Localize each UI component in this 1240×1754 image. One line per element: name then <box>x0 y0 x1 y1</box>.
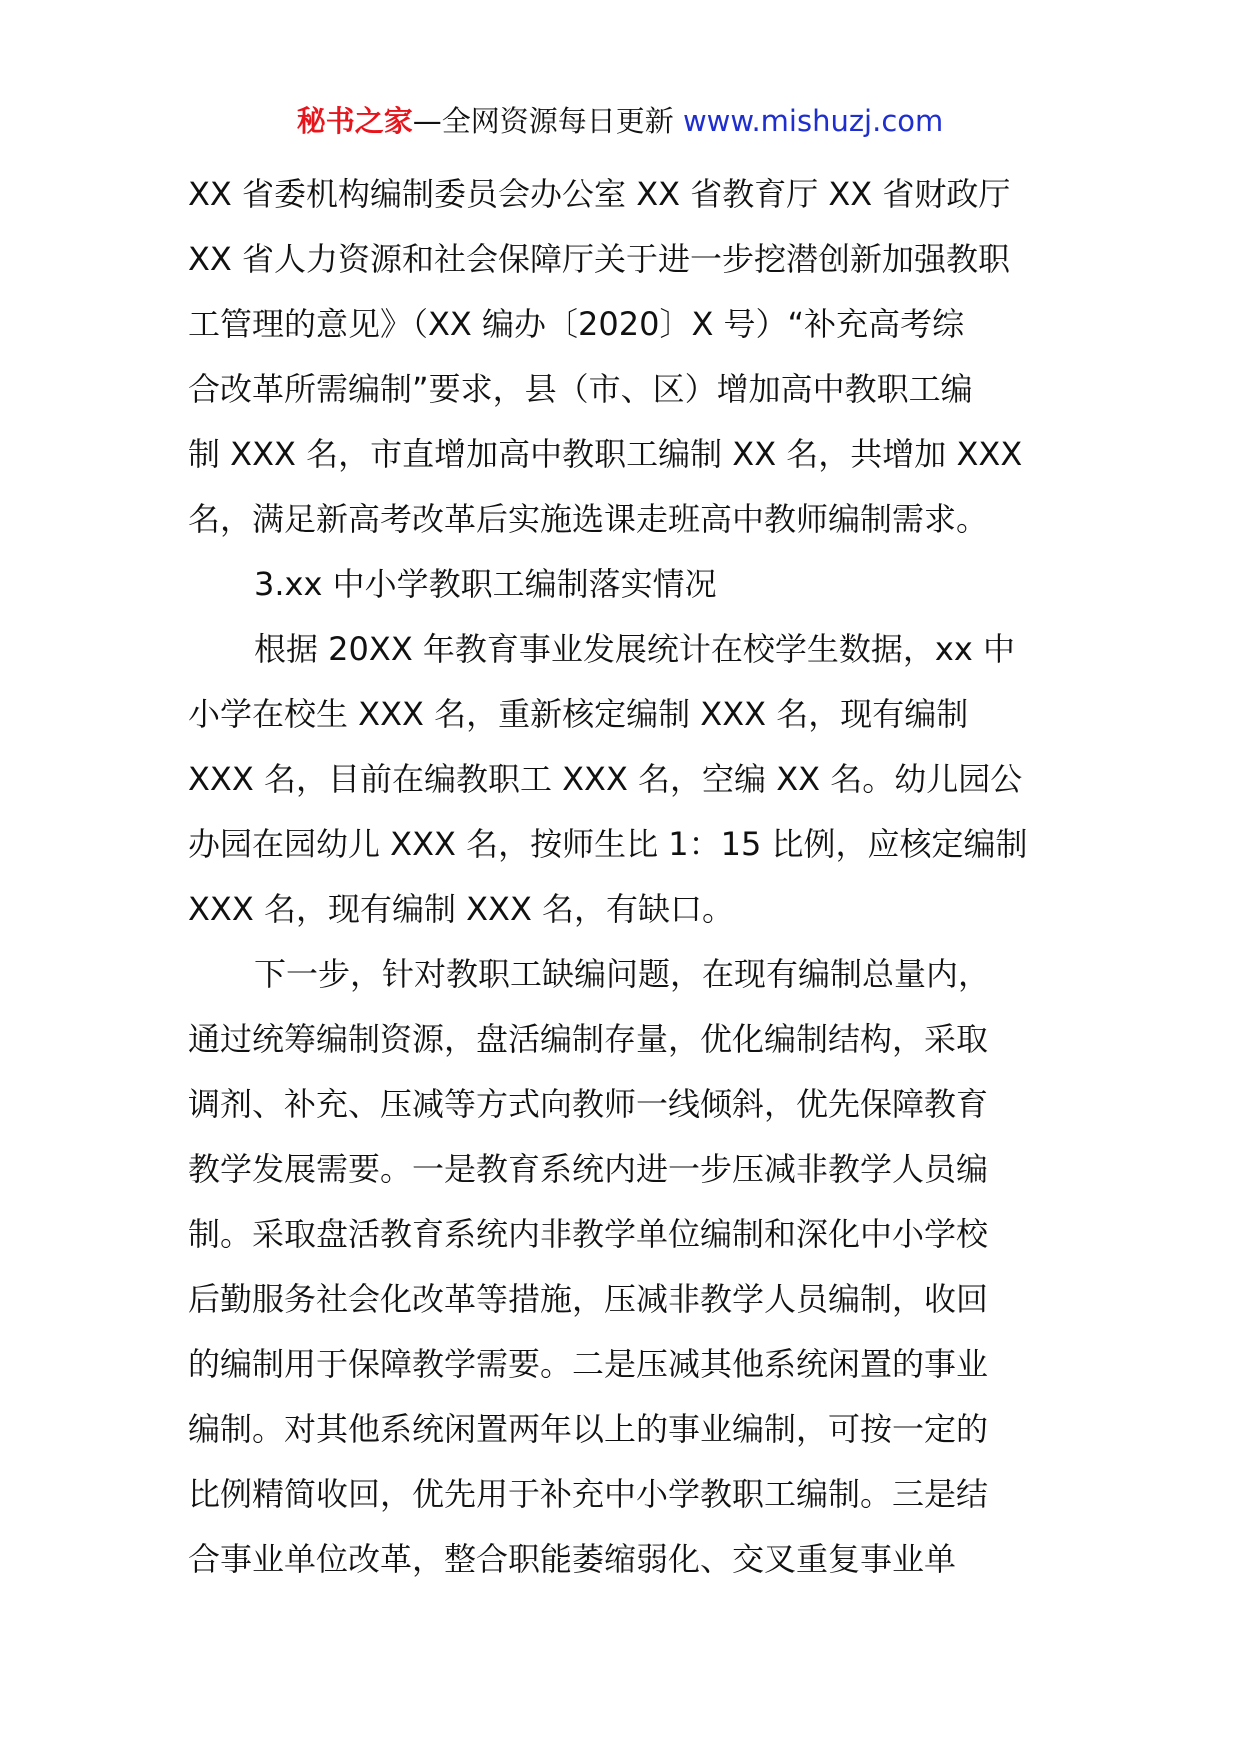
text-line: 调剂、补充、压减等方式向教师一线倾斜，优先保障教育 <box>188 1085 989 1123</box>
text-line: 编制。对其他系统闲置两年以上的事业编制，可按一定的 <box>188 1410 989 1448</box>
document-body <box>188 162 1056 1592</box>
text-line: 教学发展需要。一是教育系统内进一步压减非教学人员编 <box>188 1150 989 1188</box>
page-header <box>0 101 1240 141</box>
text-line: 工管理的意见》（XX 编办〔2020〕X 号）“补充高考综 <box>188 305 965 343</box>
text-line: XXX 名，现有编制 XXX 名，有缺口。 <box>188 890 735 928</box>
brand-name: 秘书之家 <box>296 104 413 138</box>
text-line: 3.xx 中小学教职工编制落实情况 <box>254 565 717 603</box>
text-line: 名，满足新高考改革后实施选课走班高中教师编制需求。 <box>188 500 989 538</box>
text-line: 合事业单位改革，整合职能萎缩弱化、交叉重复事业单 <box>188 1540 957 1578</box>
text-line: 根据 20XX 年教育事业发展统计在校学生数据，xx 中 <box>254 630 1015 668</box>
text-line: 下一步，针对教职工缺编问题，在现有编制总量内， <box>254 955 991 993</box>
text-line: 比例精简收回，优先用于补充中小学教职工编制。三是结 <box>188 1475 989 1513</box>
text-line: 制。采取盘活教育系统内非教学单位编制和深化中小学校 <box>188 1215 989 1253</box>
text-line: 合改革所需编制”要求，县（市、区）增加高中教职工编 <box>188 370 973 408</box>
text-line: XXX 名，目前在编教职工 XXX 名，空编 XX 名。幼儿园公 <box>188 760 1023 798</box>
text-line: XX 省人力资源和社会保障厅关于进一步挖潜创新加强教职 <box>188 240 1011 278</box>
text-line: 办园在园幼儿 XXX 名，按师生比 1：15 比例，应核定编制 <box>188 825 1028 863</box>
text-line: 后勤服务社会化改革等措施，压减非教学人员编制，收回 <box>188 1280 989 1318</box>
site-url-link[interactable]: www.mishuzj.com <box>682 104 944 138</box>
text-line: XX 省委机构编制委员会办公室 XX 省教育厅 XX 省财政厅 <box>188 175 1011 213</box>
text-line: 小学在校生 XXX 名，重新核定编制 XXX 名，现有编制 <box>188 695 969 733</box>
text-line: 制 XXX 名，市直增加高中教职工编制 XX 名，共增加 XXX <box>188 435 1023 473</box>
text-line: 的编制用于保障教学需要。二是压减其他系统闲置的事业 <box>188 1345 989 1383</box>
header-tagline: —全网资源每日更新 <box>412 104 683 138</box>
text-line: 通过统筹编制资源，盘活编制存量，优化编制结构，采取 <box>188 1020 989 1058</box>
